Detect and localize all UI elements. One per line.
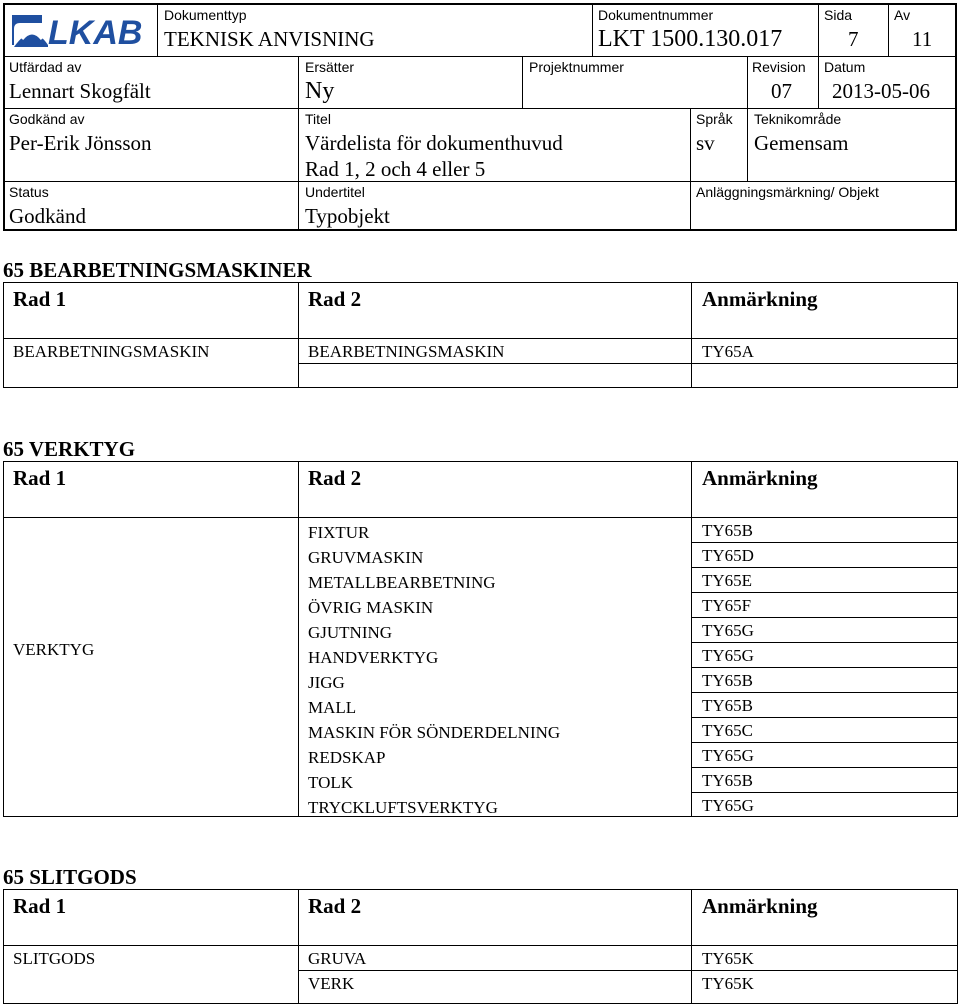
- anmarkning-item: TY65G: [702, 796, 754, 815]
- anmarkning-item: TY65G: [702, 646, 754, 665]
- col-header-rad2: Rad 2: [308, 287, 362, 311]
- dokumentnummer-label: Dokumentnummer: [598, 7, 714, 23]
- rad2-item: GRUVMASKIN: [308, 548, 424, 567]
- rad2-cell: VERK: [308, 974, 355, 993]
- anmarkning-item: TY65C: [702, 721, 753, 740]
- teknikomrade-label: Teknikområde: [754, 111, 842, 127]
- rad2-item: JIGG: [308, 673, 345, 692]
- ersatter-label: Ersätter: [305, 59, 355, 75]
- datum-label: Datum: [824, 59, 866, 75]
- sida-value: 7: [848, 27, 859, 51]
- av-value: 11: [912, 27, 933, 51]
- rad2-item: HANDVERKTYG: [308, 648, 439, 667]
- rad2-item: GJUTNING: [308, 623, 393, 642]
- col-header-anmarkning: Anmärkning: [702, 894, 818, 918]
- anmarkning-item: TY65G: [702, 746, 754, 765]
- titel-value-line2: Rad 1, 2 och 4 eller 5: [305, 157, 486, 181]
- godkand-av-value: Per-Erik Jönsson: [9, 131, 152, 155]
- rad1-cell: BEARBETNINGSMASKIN: [13, 342, 210, 361]
- rad2-item: MALL: [308, 698, 357, 717]
- dokumentnummer-value: LKT 1500.130.017: [598, 26, 783, 52]
- rad2-item: METALLBEARBETNING: [308, 573, 496, 592]
- section-title-verktyg: 65 VERKTYG: [3, 437, 136, 461]
- sprak-value: sv: [696, 131, 715, 155]
- rad2-item: ÖVRIG MASKIN: [308, 598, 434, 617]
- undertitel-label: Undertitel: [305, 184, 365, 200]
- rad1-cell: VERKTYG: [13, 640, 95, 659]
- col-header-rad1: Rad 1: [13, 894, 67, 918]
- section-title-bearbetningsmaskiner: 65 BEARBETNINGSMASKINER: [3, 258, 312, 282]
- anmarkning-cell: TY65K: [702, 949, 754, 968]
- rad2-list: [308, 520, 560, 820]
- logo-text: LKAB: [48, 14, 143, 51]
- ersatter-value: Ny: [305, 78, 335, 104]
- anlaggningsmarkning-label: Anläggningsmärkning/ Objekt: [696, 184, 879, 200]
- anmarkning-list: [702, 518, 754, 818]
- rad2-cell: BEARBETNINGSMASKIN: [308, 342, 505, 361]
- col-header-rad2: Rad 2: [308, 466, 362, 490]
- rad2-item: REDSKAP: [308, 748, 386, 767]
- sprak-label: Språk: [696, 111, 733, 127]
- anmarkning-item: TY65E: [702, 571, 753, 590]
- av-label: Av: [894, 7, 911, 23]
- status-label: Status: [9, 184, 49, 200]
- anmarkning-item: TY65G: [702, 621, 754, 640]
- projektnummer-label: Projektnummer: [529, 59, 624, 75]
- undertitel-value: Typobjekt: [305, 204, 390, 228]
- anmarkning-cell: TY65A: [702, 342, 754, 361]
- col-header-rad2: Rad 2: [308, 894, 362, 918]
- anmarkning-item: TY65B: [702, 696, 753, 715]
- col-header-anmarkning: Anmärkning: [702, 466, 818, 490]
- anmarkning-item: TY65B: [702, 771, 753, 790]
- revision-value: 07: [771, 79, 792, 103]
- anmarkning-item: TY65F: [702, 596, 752, 615]
- anmarkning-item: TY65B: [702, 671, 753, 690]
- anmarkning-item: TY65B: [702, 521, 753, 540]
- rad2-item: FIXTUR: [308, 523, 370, 542]
- rad2-item: TOLK: [308, 773, 354, 792]
- rad2-item: TRYCKLUFTSVERKTYG: [308, 798, 498, 817]
- col-header-rad1: Rad 1: [13, 287, 67, 311]
- dokumenttyp-label: Dokumenttyp: [164, 7, 247, 23]
- anmarkning-cell: TY65K: [702, 974, 754, 993]
- rad2-item: MASKIN FÖR SÖNDERDELNING: [308, 723, 561, 742]
- utfardad-av-label: Utfärdad av: [9, 59, 82, 75]
- lkab-logo: [8, 9, 154, 51]
- section-title-slitgods: 65 SLITGODS: [3, 865, 137, 889]
- godkand-av-label: Godkänd av: [9, 111, 85, 127]
- datum-value: 2013-05-06: [832, 79, 930, 103]
- col-header-rad1: Rad 1: [13, 466, 67, 490]
- titel-label: Titel: [305, 111, 331, 127]
- lkab-logo-mark: [8, 9, 154, 51]
- sida-label: Sida: [824, 7, 853, 23]
- revision-label: Revision: [752, 59, 806, 75]
- status-value: Godkänd: [9, 204, 86, 228]
- teknikomrade-value: Gemensam: [754, 131, 849, 155]
- anmarkning-item: TY65D: [702, 546, 754, 565]
- rad1-cell: SLITGODS: [13, 949, 96, 968]
- dokumenttyp-value: TEKNISK ANVISNING: [164, 27, 375, 51]
- col-header-anmarkning: Anmärkning: [702, 287, 818, 311]
- rad2-cell: GRUVA: [308, 949, 367, 968]
- utfardad-av-value: Lennart Skogfält: [9, 79, 151, 103]
- titel-value-line1: Värdelista för dokumenthuvud: [305, 131, 563, 155]
